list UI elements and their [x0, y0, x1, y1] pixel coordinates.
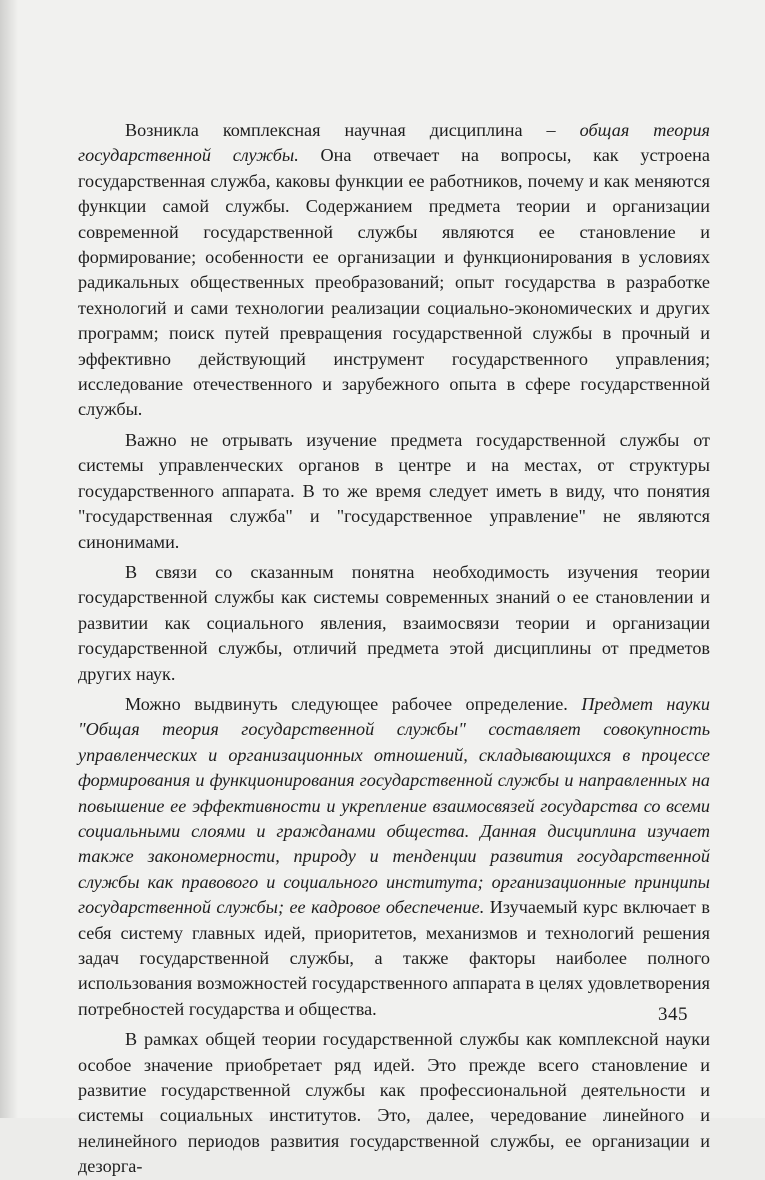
page-number: 345	[658, 1004, 688, 1025]
body-text	[78, 118, 710, 1180]
paragraph-1	[78, 118, 710, 423]
paragraph-1-segment-3: Она отвечает на вопросы, как устроена государственная служба, каковы функции ее работников, почему и как меняются функции самой службы. Содержанием предмета теории и организации современной государственной службы являются ее становление и формирование; особенности ее организации и функционирования в условиях радикальных общественных преобразований; опыт государства в разработке технологий и сами технологии реализации социально-экономических и других программ; поиск путей превращения государственной службы в прочный и эффективно действующий инструмент государственного управления; исследование отечественного и зарубежного опыта в сфере государственной службы.	[78, 145, 710, 420]
paragraph-5	[78, 1027, 710, 1179]
paragraph-5-segment-1: В рамках общей теории государственной службы как комплексной науки особое значение приобретает ряд идей. Это прежде всего становление и развитие государственной службы как профессиональной деятельности и системы социальных институтов. Это, далее, чередование линейного и нелинейного периодов развития государственной службы, ее организации и дезорга-	[78, 1029, 710, 1177]
paragraph-1-segment-2-italic: общая теория государственной службы.	[78, 120, 710, 166]
paragraph-4-segment-2-italic: Предмет науки "Общая теория государственной службы" составляет совокупность управленческих и организационных отношений, складывающихся в процессе формирования и функционирования государственной службы и направленных на повышение ее эффективности и укрепление взаимосвязей государства со всеми социальными слоями и гражданами общества. Данная дисциплина изучает также закономерности, природу и тенденции развития государственной службы как правового и социального института; организационные принципы государственной службы; ее кадровое обеспечение.	[78, 693, 710, 918]
paragraph-3	[78, 560, 710, 687]
paragraph-4	[78, 692, 710, 1022]
paragraph-2-segment-1: Важно не отрывать изучение предмета государственной службы от системы управленческих органов в центре и на местах, от структуры государственного аппарата. В то же время следует иметь в виду, что понятия "государственная служба" и "государственное управление" не являются синонимами.	[78, 429, 710, 552]
paragraph-1-segment-1: Возникла комплексная научная дисциплина –	[125, 120, 580, 140]
paragraph-2	[78, 428, 710, 555]
paragraph-4-segment-3: Изучаемый курс включает в себя систему главных идей, приоритетов, механизмов и технологий решения задач государственной службы, а также факторы наиболее полного использования возможностей государственного аппарата в целях удовлетворения потребностей государства и общества.	[78, 897, 710, 1019]
page-binding-shadow	[0, 0, 18, 1118]
paragraph-3-segment-1: В связи со сказанным понятна необходимость изучения теории государственной службы как системы современных знаний о ее становлении и развитии как социального явления, взаимосвязи теории и организации государственной службы, отличий предмета этой дисциплины от предметов других наук.	[78, 561, 710, 684]
paragraph-4-segment-1: Можно выдвинуть следующее рабочее определение.	[125, 693, 582, 714]
